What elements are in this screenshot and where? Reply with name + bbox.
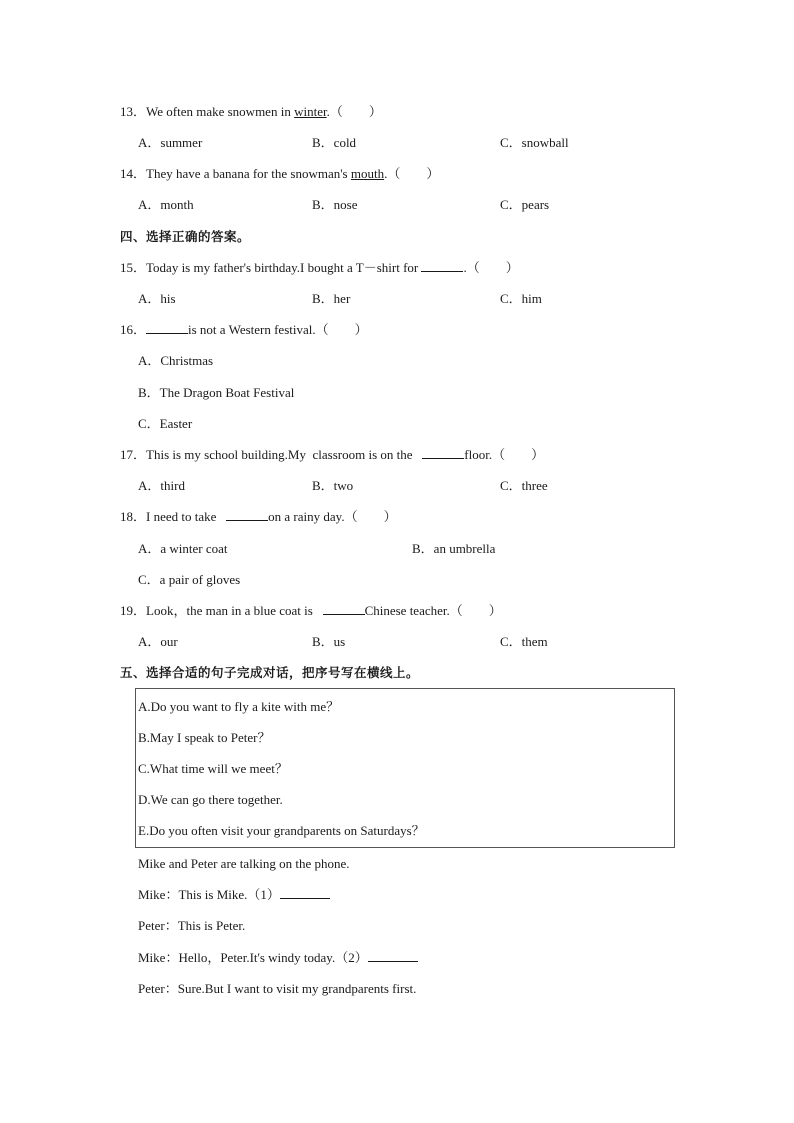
- question-19: [120, 603, 502, 619]
- question-text: We often make snowmen in: [146, 104, 295, 119]
- answer-blank[interactable]: [323, 603, 365, 615]
- option-b[interactable]: B．The Dragon Boat Festival: [138, 385, 295, 400]
- option-b[interactable]: B．cold: [312, 135, 357, 150]
- answer-blank[interactable]: [226, 509, 268, 521]
- answer-bracket: .（ ）: [463, 260, 519, 275]
- dialog-option-a: A.Do you want to fly a kite with me？: [138, 699, 340, 714]
- question-17: [120, 447, 544, 463]
- dialog-line-2: Peter：This is Peter.: [138, 918, 246, 933]
- option-b[interactable]: B．her: [312, 291, 351, 306]
- question-number: 19．: [120, 603, 147, 618]
- option-c[interactable]: C．three: [500, 478, 548, 493]
- underlined-word: winter: [294, 104, 327, 119]
- option-a[interactable]: A．his: [138, 291, 176, 306]
- dialog-option-d: D.We can go there together.: [138, 792, 283, 807]
- question-15: [120, 260, 519, 276]
- option-a[interactable]: A．summer: [138, 135, 203, 150]
- option-b[interactable]: B．nose: [312, 197, 358, 212]
- answer-blank[interactable]: [146, 322, 188, 334]
- dialog-line-3: [138, 950, 418, 966]
- question-number: 15．: [120, 260, 147, 275]
- dialog-text: Mike：Hello，Peter.It's windy today.（2）: [138, 950, 368, 965]
- answer-blank-2[interactable]: [368, 950, 418, 962]
- answer-bracket: .（ ）: [326, 104, 382, 119]
- option-a[interactable]: A．our: [138, 634, 178, 649]
- question-13: [120, 104, 382, 120]
- answer-bracket: on a rainy day.（ ）: [268, 509, 397, 524]
- option-b[interactable]: B．us: [312, 634, 346, 649]
- answer-bracket: floor.（ ）: [464, 447, 545, 462]
- option-a[interactable]: A．a winter coat: [138, 541, 228, 556]
- question-text: I need to take: [146, 509, 227, 524]
- option-c[interactable]: C．them: [500, 634, 548, 649]
- answer-blank[interactable]: [421, 260, 463, 272]
- answer-blank-1[interactable]: [280, 887, 330, 899]
- option-b[interactable]: B．an umbrella: [412, 541, 496, 556]
- question-number: 16．: [120, 322, 147, 337]
- dialog-line-1: [138, 887, 330, 903]
- question-18: [120, 509, 397, 525]
- question-text: is not a Western festival.（ ）: [188, 322, 368, 337]
- dialog-text: Mike：This is Mike.（1）: [138, 887, 280, 902]
- option-c[interactable]: C．a pair of gloves: [138, 572, 241, 587]
- dialog-option-e: E.Do you often visit your grandparents on Saturdays？: [138, 823, 425, 838]
- question-number: 17．: [120, 447, 147, 462]
- question-14: [120, 166, 439, 182]
- dialog-intro: Mike and Peter are talking on the phone.: [138, 856, 350, 871]
- dialog-option-c: C.What time will we meet？: [138, 761, 288, 776]
- answer-blank[interactable]: [422, 447, 464, 459]
- option-a[interactable]: A．Christmas: [138, 353, 214, 368]
- option-a[interactable]: A．month: [138, 197, 194, 212]
- question-text: Look，the man in a blue coat is: [146, 603, 323, 618]
- question-number: 13．: [120, 104, 147, 119]
- option-c[interactable]: C．Easter: [138, 416, 193, 431]
- underlined-word: mouth: [350, 166, 385, 181]
- question-16: [120, 322, 368, 338]
- question-number: 18．: [120, 509, 147, 524]
- dialog-line-4: Peter：Sure.But I want to visit my grandparents first.: [138, 981, 417, 996]
- question-text: They have a banana for the snowman's: [146, 166, 351, 181]
- question-text: Today is my father's birthday.I bought a T－shirt for: [146, 260, 422, 275]
- dialog-option-b: B.May I speak to Peter？: [138, 730, 271, 745]
- option-b[interactable]: B．two: [312, 478, 354, 493]
- option-a[interactable]: A．third: [138, 478, 185, 493]
- question-number: 14．: [120, 166, 147, 181]
- answer-bracket: Chinese teacher.（ ）: [364, 603, 502, 618]
- option-c[interactable]: C．pears: [500, 197, 550, 212]
- answer-bracket: .（ ）: [384, 166, 440, 181]
- section-heading-5: 五、选择合适的句子完成对话，把序号写在横线上。: [120, 665, 420, 680]
- section-heading-4: 四、选择正确的答案。: [120, 229, 251, 244]
- question-text: This is my school building.My classroom is on the: [146, 447, 423, 462]
- option-c[interactable]: C．him: [500, 291, 542, 306]
- option-c[interactable]: C．snowball: [500, 135, 569, 150]
